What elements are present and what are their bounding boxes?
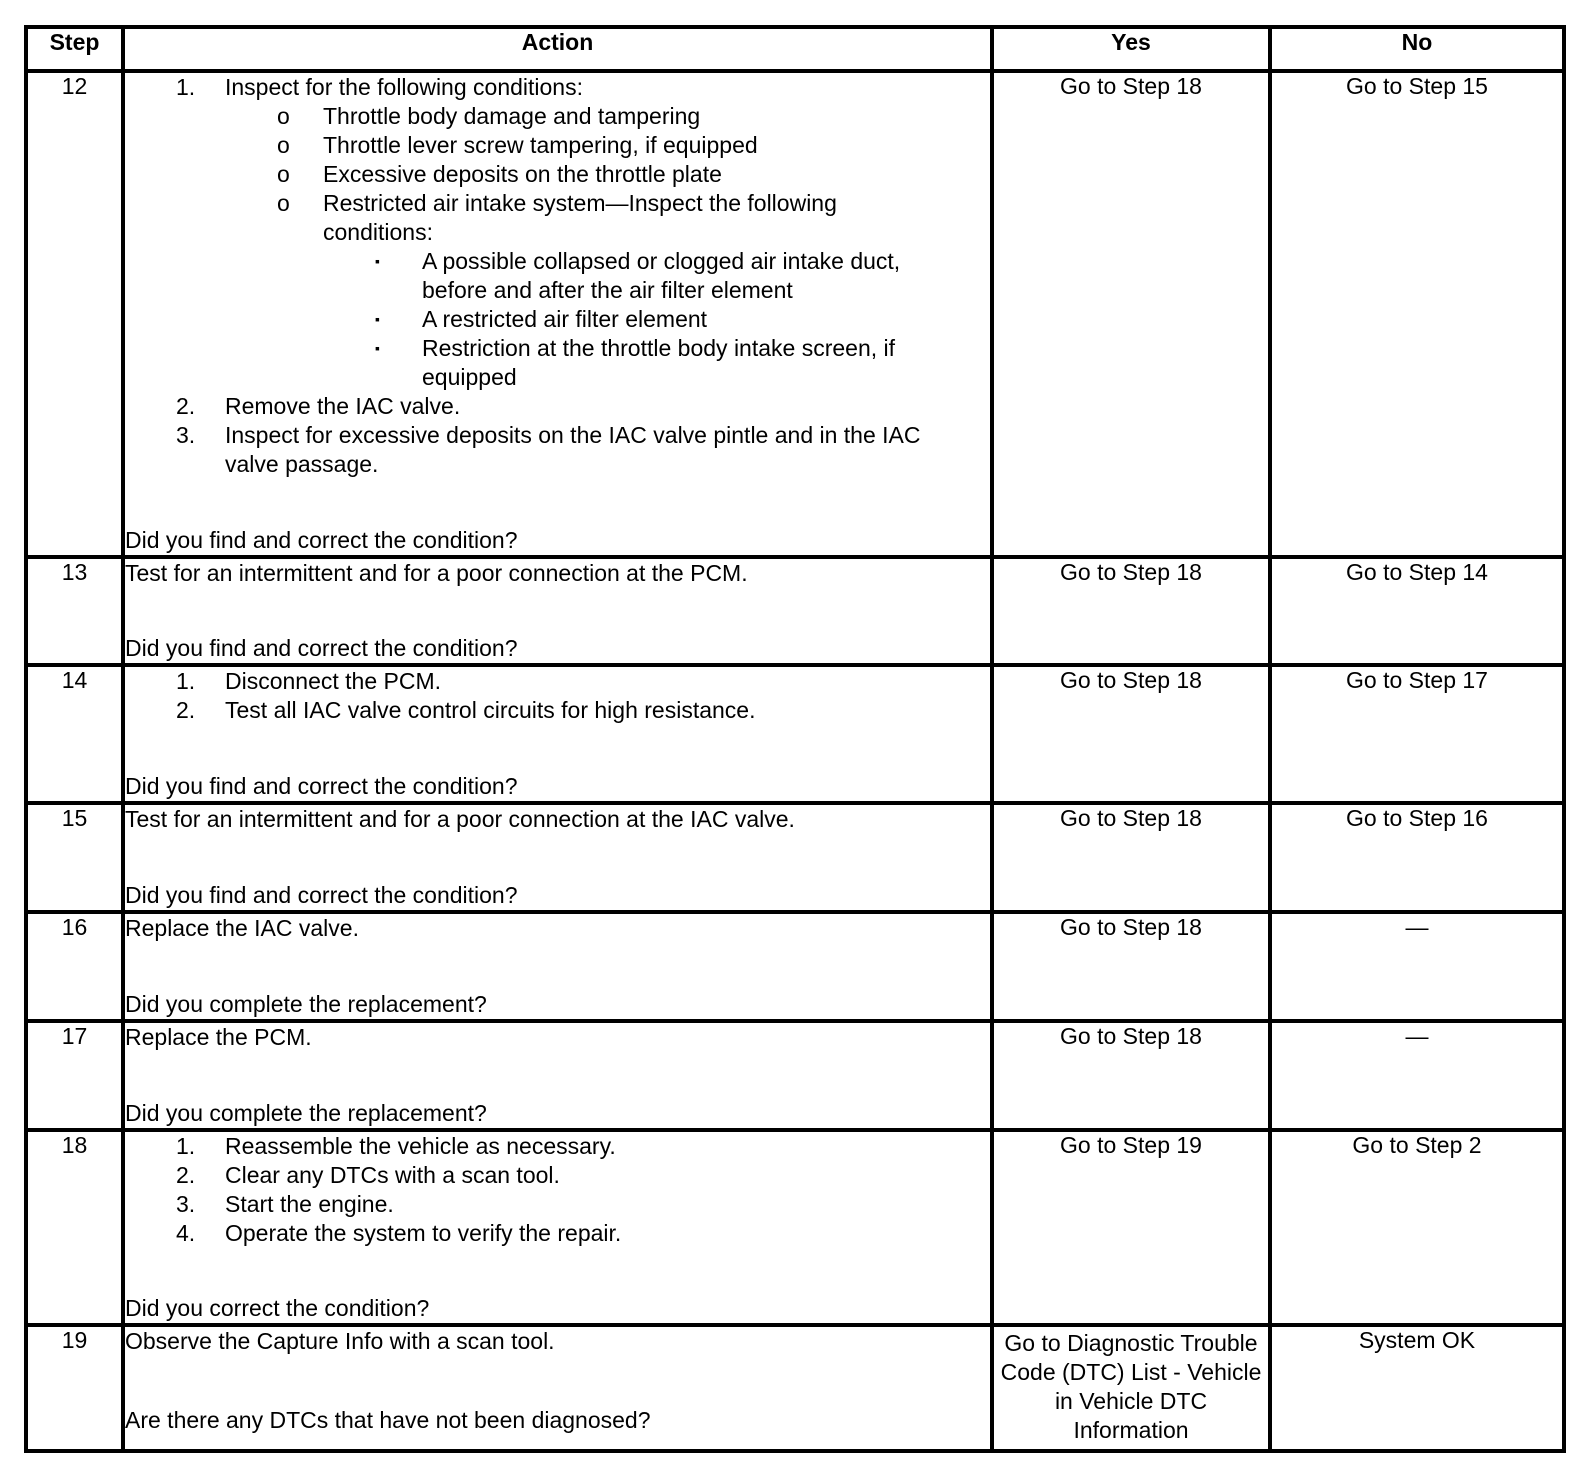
- table-row-step-12: [26, 71, 1564, 557]
- bullet-marker: o: [277, 103, 290, 129]
- list-item: [125, 667, 990, 696]
- list-item-text: Test all IAC valve control circuits for high resistance.: [225, 697, 756, 724]
- list-item: [125, 189, 990, 247]
- action-cell: [123, 912, 992, 1021]
- list-item-text: Reassemble the vehicle as necessary.: [225, 1132, 616, 1159]
- list-number: 3.: [176, 422, 196, 448]
- step-number: 17: [26, 1021, 123, 1130]
- list-item: [125, 1161, 990, 1190]
- list-number: 2.: [176, 1161, 196, 1188]
- list-item: [125, 696, 990, 725]
- list-number: 4.: [176, 1219, 196, 1246]
- step-number: 13: [26, 557, 123, 666]
- no-cell: —: [1270, 912, 1564, 1021]
- yes-cell: Go to Step 18: [992, 912, 1270, 1021]
- list-item: [125, 102, 990, 131]
- no-cell: Go to Step 2: [1270, 1130, 1564, 1325]
- list-item: [125, 1132, 990, 1161]
- action-cell: [123, 557, 992, 666]
- table-row-step-14: [26, 665, 1564, 803]
- header-yes: Yes: [992, 27, 1270, 71]
- no-cell: Go to Step 16: [1270, 803, 1564, 912]
- table-row-step-13: [26, 557, 1564, 666]
- list-number: 1.: [176, 668, 196, 695]
- list-item: [125, 392, 990, 421]
- list-item: [125, 160, 990, 189]
- action-list: [125, 73, 990, 479]
- list-item-text: Throttle lever screw tampering, if equipped: [323, 132, 758, 158]
- action-text: Observe the Capture Info with a scan tool.: [125, 1328, 555, 1355]
- action-question: Did you complete the replacement?: [125, 990, 487, 1017]
- list-item-text: Start the engine.: [225, 1190, 394, 1217]
- list-number: 2.: [176, 393, 196, 419]
- action-list: [125, 667, 990, 725]
- step-number: 15: [26, 803, 123, 912]
- list-item-text: A possible collapsed or clogged air intake duct, before and after the air filter element: [422, 248, 901, 303]
- list-item-text: Remove the IAC valve.: [225, 393, 461, 419]
- table-row-step-19: [26, 1325, 1564, 1451]
- table-row-step-18: [26, 1130, 1564, 1325]
- diagnostic-table: [24, 25, 1566, 1453]
- list-item: [125, 421, 990, 479]
- action-question: Did you find and correct the condition?: [125, 635, 518, 662]
- yes-cell: Go to Step 18: [992, 665, 1270, 803]
- action-cell: [123, 1021, 992, 1130]
- action-text: Replace the IAC valve.: [125, 915, 359, 942]
- no-cell: Go to Step 17: [1270, 665, 1564, 803]
- list-item-text: Inspect for excessive deposits on the IAC valve pintle and in the IAC valve passage.: [225, 422, 921, 477]
- list-number: 1.: [176, 74, 196, 100]
- action-text: Test for an intermittent and for a poor connection at the PCM.: [125, 559, 748, 586]
- no-cell: Go to Step 15: [1270, 71, 1564, 557]
- yes-cell-text: Go to Diagnostic Trouble Code (DTC) List - Vehicle in Vehicle DTC Information: [1000, 1330, 1262, 1444]
- action-cell: [123, 665, 992, 803]
- yes-cell: Go to Step 18: [992, 803, 1270, 912]
- bullet-marker: o: [277, 132, 290, 158]
- no-cell: Go to Step 14: [1270, 557, 1564, 666]
- action-question: Did you find and correct the condition?: [125, 526, 518, 553]
- bullet-marker: o: [277, 161, 290, 187]
- list-item-text: Restricted air intake system—Inspect the following conditions:: [323, 190, 837, 245]
- action-list: [125, 1132, 990, 1248]
- list-item: [125, 305, 990, 334]
- list-item-text: Operate the system to verify the repair.: [225, 1219, 622, 1246]
- yes-cell: Go to Step 18: [992, 1021, 1270, 1130]
- list-item-text: Restriction at the throttle body intake screen, if equipped: [422, 335, 896, 390]
- step-number: 16: [26, 912, 123, 1021]
- action-cell: [123, 71, 992, 557]
- action-cell: [123, 803, 992, 912]
- header-no: No: [1270, 27, 1564, 71]
- list-item-text: A restricted air filter element: [422, 306, 708, 332]
- list-item: [125, 1219, 990, 1248]
- list-item: [125, 1190, 990, 1219]
- action-text: Replace the PCM.: [125, 1023, 312, 1050]
- action-question: Did you find and correct the condition?: [125, 773, 518, 800]
- step-number: 19: [26, 1325, 123, 1451]
- list-item: [125, 334, 990, 392]
- header-step: Step: [26, 27, 123, 71]
- action-question: Did you find and correct the condition?: [125, 882, 518, 909]
- yes-cell: [992, 1325, 1270, 1451]
- list-item: [125, 247, 990, 305]
- action-question: Did you correct the condition?: [125, 1295, 430, 1322]
- list-item: [125, 73, 990, 102]
- yes-cell: Go to Step 19: [992, 1130, 1270, 1325]
- action-question: Are there any DTCs that have not been diagnosed?: [125, 1407, 651, 1433]
- table-row-step-17: [26, 1021, 1564, 1130]
- list-item-text: Clear any DTCs with a scan tool.: [225, 1161, 560, 1188]
- table-header-row: [26, 27, 1564, 71]
- no-cell: —: [1270, 1021, 1564, 1130]
- step-number: 14: [26, 665, 123, 803]
- bullet-marker: o: [277, 190, 290, 216]
- list-item-text: Excessive deposits on the throttle plate: [323, 161, 722, 187]
- square-bullet-marker: ▪: [375, 253, 380, 269]
- header-action: Action: [123, 27, 992, 71]
- list-number: 1.: [176, 1132, 196, 1159]
- table-row-step-15: [26, 803, 1564, 912]
- list-item-text: Inspect for the following conditions:: [225, 74, 583, 100]
- yes-cell: Go to Step 18: [992, 71, 1270, 557]
- square-bullet-marker: ▪: [375, 311, 380, 327]
- action-text: Test for an intermittent and for a poor connection at the IAC valve.: [125, 806, 795, 833]
- yes-cell: Go to Step 18: [992, 557, 1270, 666]
- list-item-text: Throttle body damage and tampering: [323, 103, 701, 129]
- table-row-step-16: [26, 912, 1564, 1021]
- step-number: 18: [26, 1130, 123, 1325]
- square-bullet-marker: ▪: [375, 340, 380, 356]
- no-cell: System OK: [1270, 1325, 1564, 1451]
- list-number: 3.: [176, 1190, 196, 1217]
- list-item-text: Disconnect the PCM.: [225, 668, 442, 695]
- action-cell: [123, 1325, 992, 1451]
- action-question: Did you complete the replacement?: [125, 1099, 487, 1126]
- list-number: 2.: [176, 697, 196, 724]
- action-cell: [123, 1130, 992, 1325]
- step-number: 12: [26, 71, 123, 557]
- list-item: [125, 131, 990, 160]
